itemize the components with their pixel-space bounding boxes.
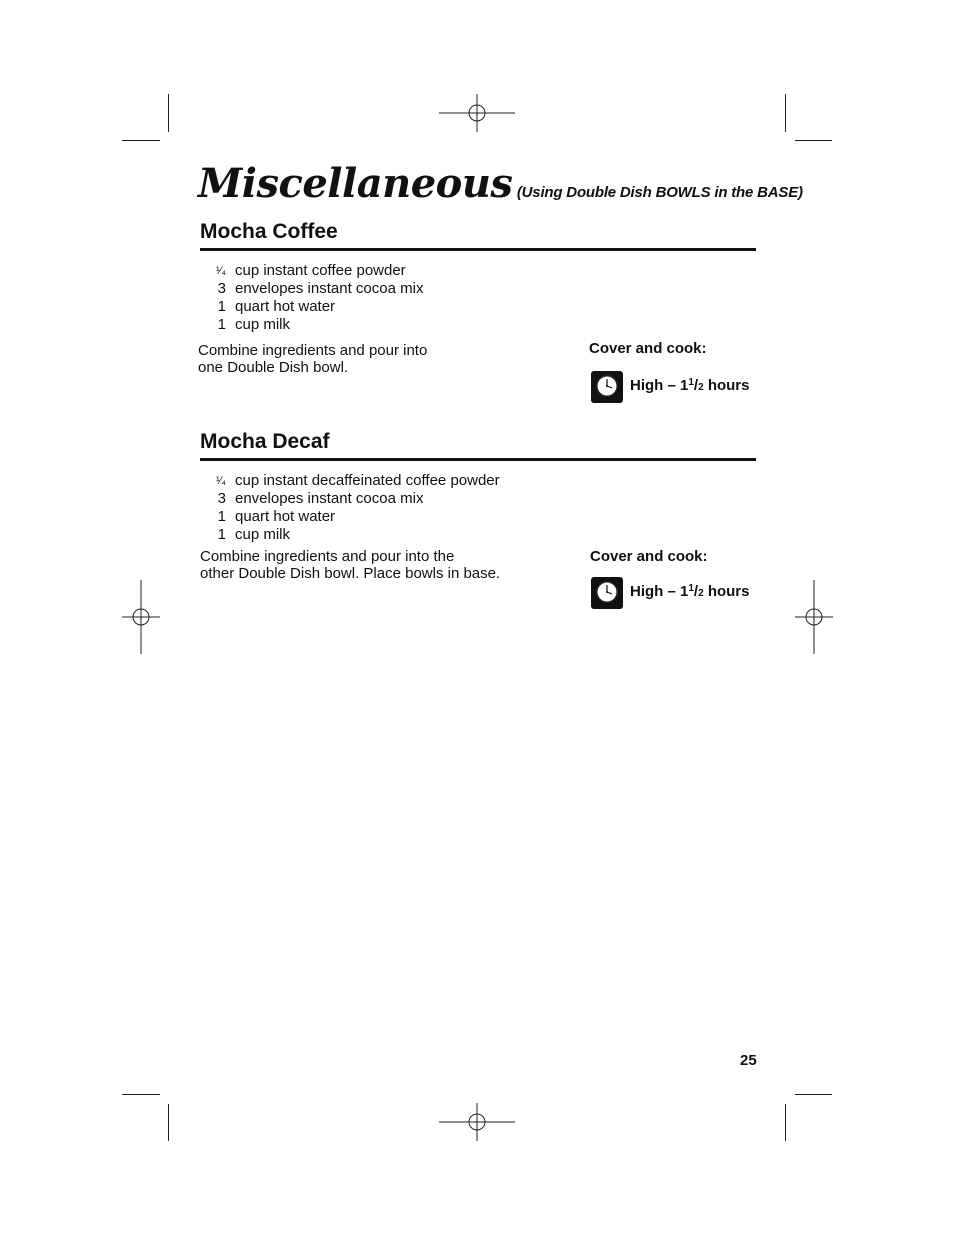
ingredient-list	[206, 262, 423, 334]
section-rule	[200, 458, 756, 461]
cook-label: Cover and cook:	[589, 340, 707, 357]
ingredient-row	[206, 298, 423, 316]
section-rule	[200, 248, 756, 251]
cook-time	[630, 377, 750, 394]
cook-label: Cover and cook:	[590, 548, 708, 565]
instruction-line: one Double Dish bowl.	[198, 359, 349, 376]
cook-time-frac-num: 1	[688, 583, 694, 594]
ingredient-row	[206, 526, 500, 544]
ingredient-item: envelopes instant cocoa mix	[235, 280, 424, 297]
cook-time-frac-sep: /	[693, 583, 699, 600]
crop-mark-bottom-left-v	[168, 1104, 169, 1141]
cook-time-setting: High – 1	[630, 583, 689, 600]
ingredient-qty: ¹⁄₄	[216, 475, 226, 487]
ingredient-list	[206, 472, 500, 544]
instruction-line: Combine ingredients and pour into the	[200, 548, 455, 565]
instruction-line: other Double Dish bowl. Place bowls in base.	[200, 565, 501, 582]
ingredient-item: cup instant decaffeinated coffee powder	[235, 472, 500, 489]
ingredient-row	[206, 508, 500, 526]
cook-time-unit: hours	[703, 583, 750, 600]
ingredient-qty: 3	[217, 280, 226, 297]
registration-mark-right	[795, 580, 833, 654]
cook-time	[630, 583, 750, 600]
ingredient-item: quart hot water	[235, 298, 336, 315]
cook-time-setting: High – 1	[630, 377, 689, 394]
ingredient-row	[206, 280, 423, 298]
crop-mark-top-right-h	[795, 140, 832, 141]
page-title-block	[198, 160, 803, 207]
ingredient-qty: 3	[217, 490, 226, 507]
cook-time-frac-den: 2	[698, 588, 704, 599]
recipe-instructions	[200, 548, 530, 582]
ingredient-item: cup milk	[235, 526, 291, 543]
ingredient-qty: 1	[217, 316, 226, 333]
registration-mark-top	[439, 94, 515, 132]
recipe-title-mocha-decaf: Mocha Decaf	[200, 430, 330, 453]
crop-mark-top-left-h	[122, 140, 160, 141]
page-number: 25	[740, 1052, 757, 1069]
cook-time-frac-den: 2	[698, 382, 704, 393]
registration-mark-bottom	[439, 1103, 515, 1141]
ingredient-qty: ¹⁄₄	[216, 265, 226, 277]
crop-mark-bottom-left-h	[122, 1094, 160, 1095]
crop-mark-bottom-right-v	[785, 1104, 786, 1141]
ingredient-qty: 1	[217, 508, 226, 525]
cook-time-unit: hours	[703, 377, 750, 394]
page-subtitle: (Using Double Dish BOWLS in the BASE)	[516, 184, 803, 201]
instruction-line: Combine ingredients and pour into	[198, 342, 428, 359]
clock-icon	[590, 370, 624, 404]
ingredient-row	[206, 472, 500, 490]
crop-mark-bottom-right-h	[795, 1094, 832, 1095]
ingredient-row	[206, 316, 423, 334]
ingredient-qty: 1	[217, 526, 226, 543]
page-title: Miscellaneous	[198, 160, 513, 207]
cook-time-frac-num: 1	[688, 377, 694, 388]
recipe-title-mocha-coffee: Mocha Coffee	[200, 220, 338, 243]
ingredient-item: envelopes instant cocoa mix	[235, 490, 424, 507]
ingredient-qty: 1	[217, 298, 226, 315]
ingredient-row	[206, 490, 500, 508]
crop-mark-top-left-v	[168, 94, 169, 132]
ingredient-item: cup instant coffee powder	[235, 262, 406, 279]
recipe-instructions	[198, 342, 528, 376]
ingredient-item: cup milk	[235, 316, 291, 333]
registration-mark-left	[122, 580, 160, 654]
crop-mark-top-right-v	[785, 94, 786, 132]
ingredient-row	[206, 262, 423, 280]
ingredient-item: quart hot water	[235, 508, 336, 525]
clock-icon	[590, 576, 624, 610]
cook-time-frac-sep: /	[693, 377, 699, 394]
